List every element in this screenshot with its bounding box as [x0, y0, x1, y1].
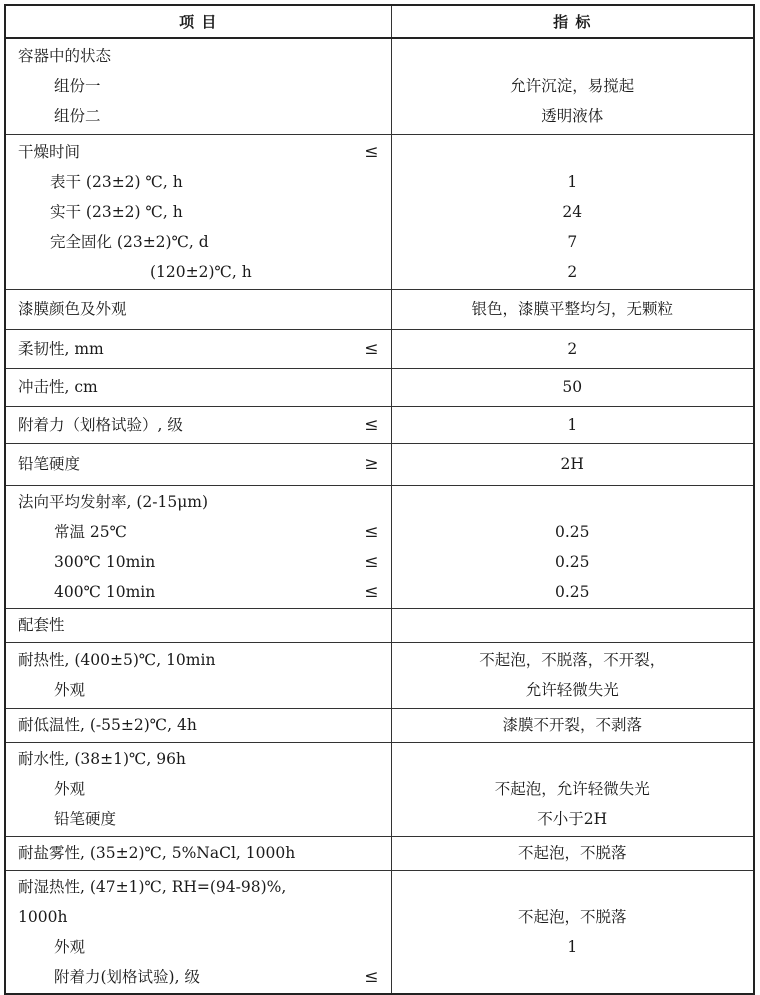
- value: [392, 487, 754, 517]
- value: 不起泡，不脱落: [517, 907, 627, 926]
- item-label: 耐盐雾性, (35±2)℃, 5%NaCl, 1000h: [18, 844, 296, 862]
- table-row: [5, 329, 754, 368]
- table-row: [5, 708, 754, 742]
- value: 1: [567, 937, 578, 956]
- item-label: 表干 (23±2) ℃, h: [50, 172, 183, 191]
- less-equal-symbol: ≤: [364, 414, 379, 435]
- item-label: 常温 25℃: [54, 522, 127, 541]
- item-label: 耐水性, (38±1)℃, 96h: [18, 750, 186, 768]
- less-equal-symbol: ≤: [364, 551, 379, 572]
- value: 0.25: [554, 552, 590, 571]
- table-row: [5, 38, 754, 134]
- item-label: 耐湿热性, (47±1)℃, RH=(94-98)%,: [18, 877, 287, 896]
- item-label: 400℃ 10min: [54, 582, 156, 601]
- item-label: 1000h: [18, 907, 68, 926]
- item-label: 完全固化 (23±2)℃, d: [50, 232, 209, 251]
- table-row: [5, 642, 754, 708]
- greater-equal-symbol: ≥: [364, 454, 379, 474]
- spec-table: [4, 4, 755, 995]
- value: 漆膜不开裂，不剥落: [502, 716, 642, 734]
- value: 2: [567, 339, 578, 358]
- less-equal-symbol: ≤: [364, 338, 379, 359]
- item-label: 组份二: [54, 107, 101, 126]
- item-label: 外观: [54, 780, 86, 798]
- item-label: 附着力（划格试验）, 级: [18, 415, 183, 434]
- table-row: [5, 368, 754, 406]
- value: 50: [562, 378, 583, 396]
- table-row: [5, 836, 754, 870]
- value: [392, 962, 754, 992]
- item-label: 铅笔硬度: [18, 455, 81, 473]
- value: 允许沉淀，易搅起: [510, 77, 635, 96]
- item-label: 配套性: [18, 616, 65, 634]
- item-label: 外观: [54, 937, 86, 956]
- value: 0.25: [554, 522, 590, 541]
- value: 不小于2H: [537, 810, 608, 828]
- table-row: [5, 485, 754, 608]
- table-row: [5, 406, 754, 443]
- less-equal-symbol: ≤: [364, 141, 379, 162]
- less-equal-symbol: ≤: [364, 581, 379, 602]
- table-row: [5, 289, 754, 329]
- table-row: [5, 443, 754, 485]
- item-label: 附着力(划格试验), 级: [54, 967, 200, 986]
- value: 不起泡，允许轻微失光: [494, 780, 650, 798]
- value: 1: [567, 415, 578, 434]
- item-label: 法向平均发射率, (2-15μm): [18, 492, 209, 511]
- value: [392, 137, 754, 167]
- item-label: 柔韧性, mm: [18, 339, 104, 358]
- item-label: 漆膜颜色及外观: [18, 300, 127, 318]
- value: 不起泡，不脱落，不开裂，: [479, 651, 666, 669]
- value: 银色，漆膜平整均匀，无颗粒: [471, 300, 673, 318]
- header-row: [5, 5, 754, 38]
- value: 允许轻微失光: [525, 681, 619, 699]
- value: 0.25: [554, 582, 590, 601]
- item-label: 耐低温性, (-55±2)℃, 4h: [18, 716, 197, 734]
- item-label: 300℃ 10min: [54, 552, 156, 571]
- table-row: [5, 742, 754, 836]
- value: 24: [562, 202, 583, 221]
- table-row: [5, 870, 754, 994]
- value: [392, 41, 754, 71]
- table-row: [5, 134, 754, 289]
- value: [392, 610, 754, 640]
- value: 7: [567, 232, 578, 251]
- value: 2: [567, 262, 578, 281]
- item-label: 冲击性, cm: [18, 378, 98, 396]
- item-label: 组份一: [54, 77, 101, 96]
- item-label: 实干 (23±2) ℃, h: [50, 202, 183, 221]
- less-equal-symbol: ≤: [364, 521, 379, 542]
- value: 2H: [560, 455, 584, 473]
- value: 不起泡，不脱落: [517, 844, 627, 862]
- value: [392, 744, 754, 774]
- item-label: 容器中的状态: [18, 47, 112, 66]
- item-label: (120±2)℃, h: [150, 262, 252, 281]
- value: 1: [567, 172, 578, 191]
- less-equal-symbol: ≤: [364, 966, 379, 987]
- table-row: [5, 608, 754, 642]
- item-label: 外观: [54, 681, 86, 699]
- header-index: 指 标: [391, 5, 754, 38]
- item-label: 干燥时间: [18, 142, 81, 161]
- item-label: 耐热性, (400±5)℃, 10min: [18, 651, 216, 669]
- value: 透明液体: [541, 107, 604, 126]
- header-item: 项 目: [5, 5, 391, 38]
- value: [392, 872, 754, 902]
- item-label: 铅笔硬度: [54, 810, 117, 828]
